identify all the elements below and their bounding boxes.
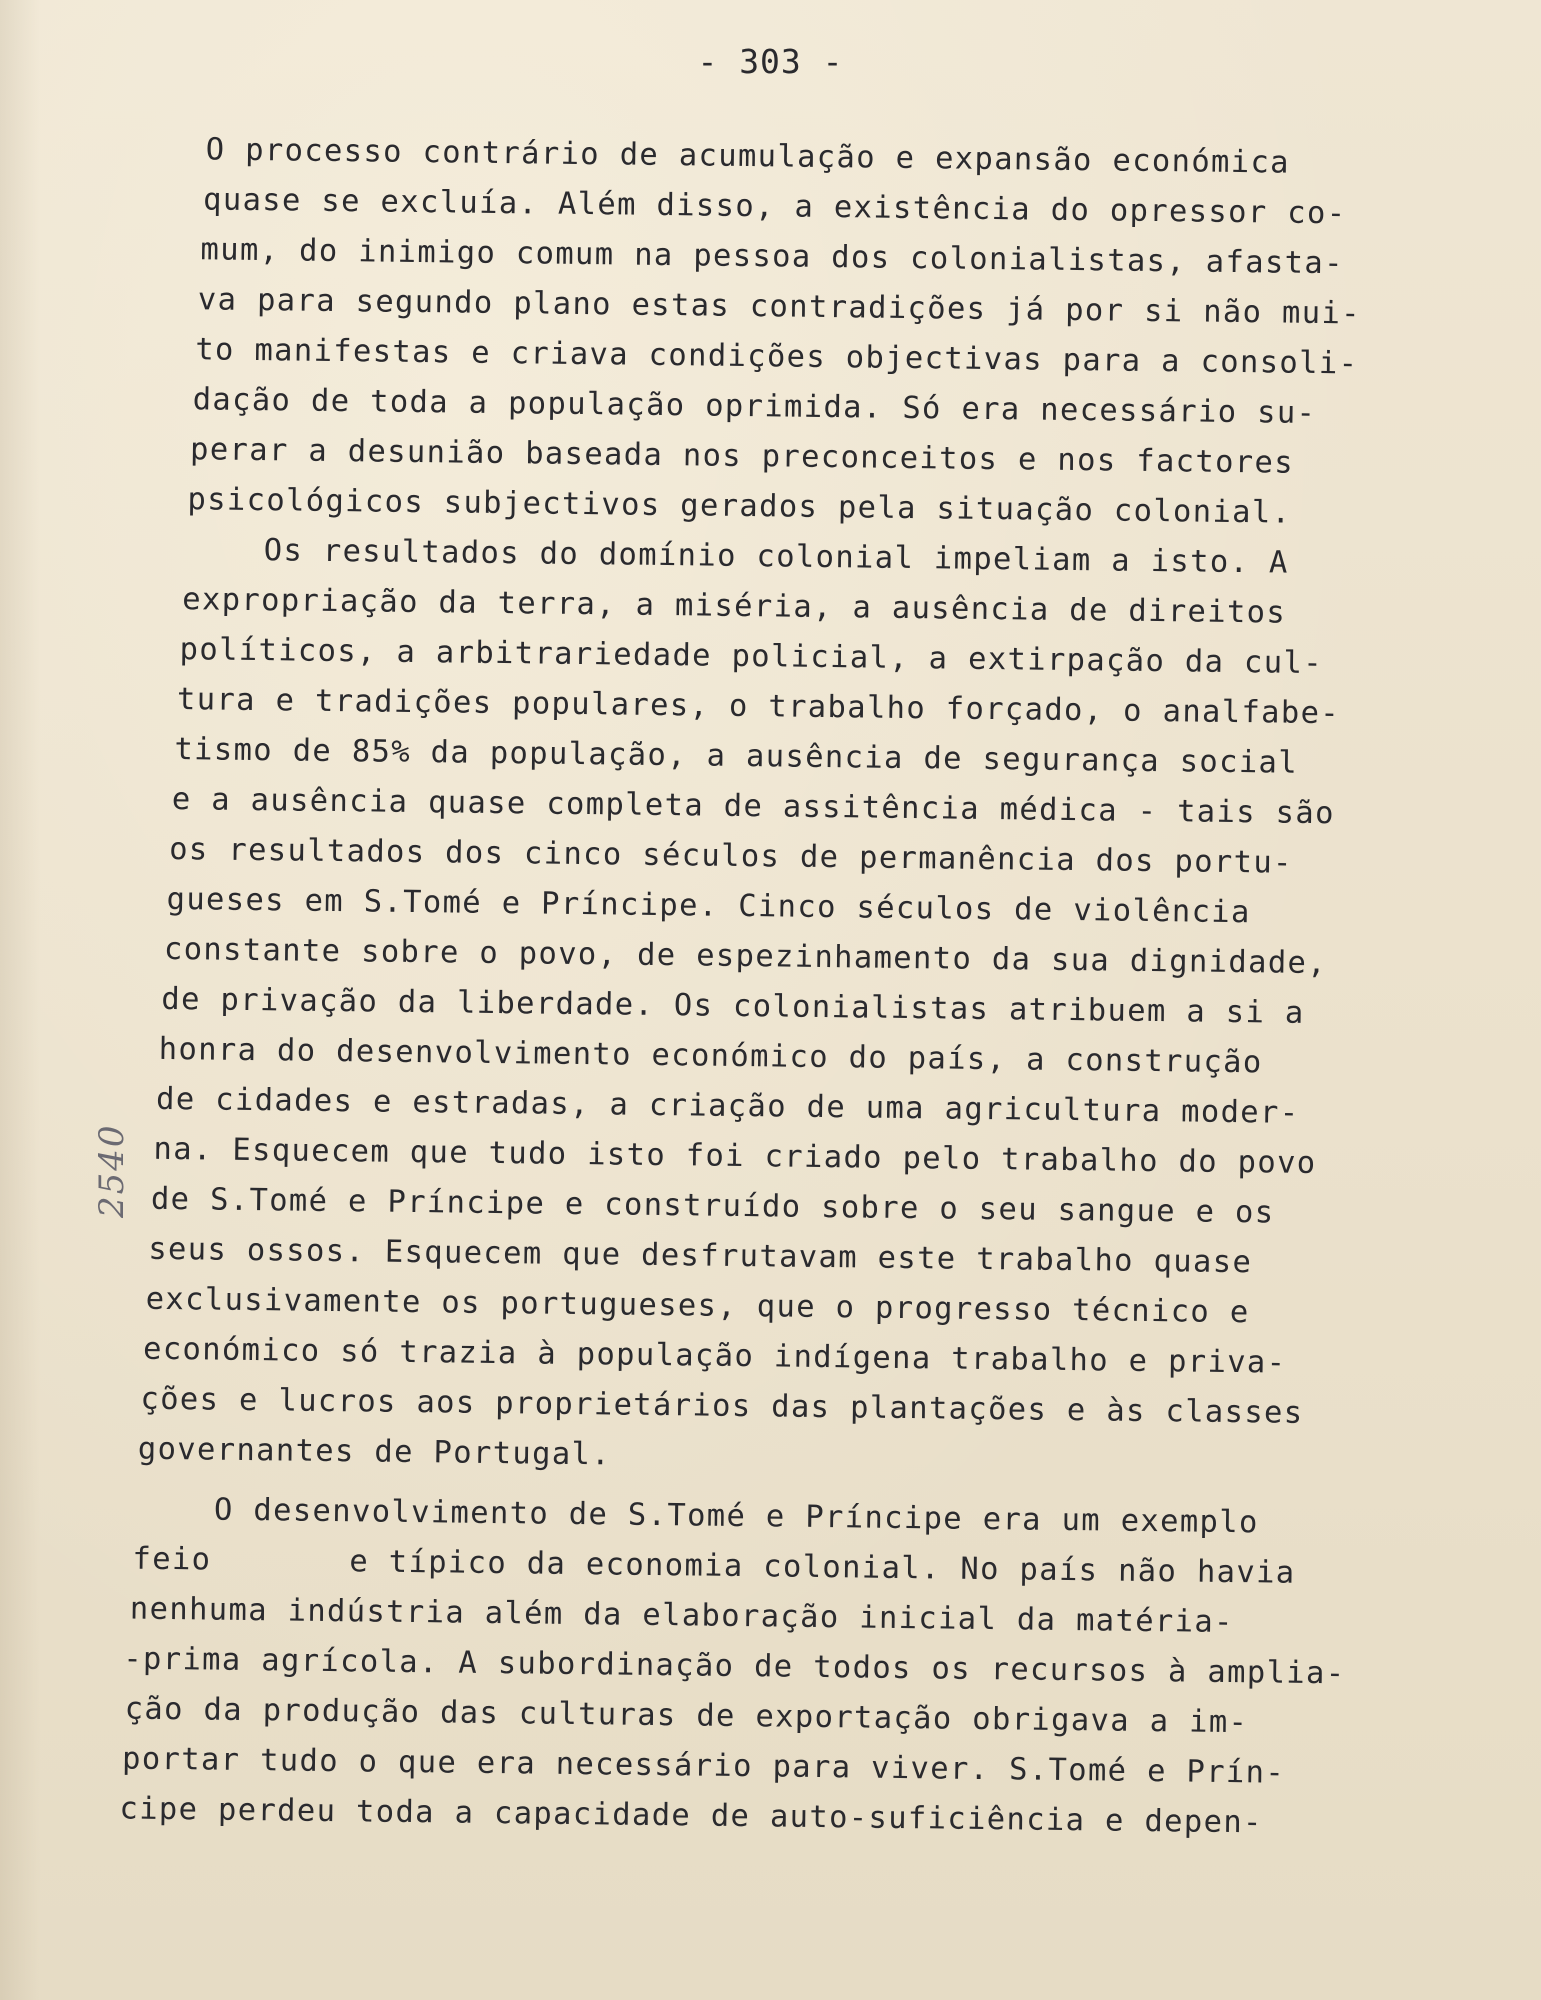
text-line: tura e tradições populares, o trabalho forçado, o analfabe- bbox=[176, 682, 1341, 732]
text-line: psicológicos subjectivos gerados pela situação colonial. bbox=[187, 482, 1292, 531]
text-line: políticos, a arbitrariedade policial, a extirpação da cul- bbox=[179, 632, 1324, 682]
text-line: de cidades e estradas, a criação de uma agricultura moder- bbox=[155, 1081, 1300, 1131]
text-line: feio e típico da economia colonial. No país não havia bbox=[132, 1541, 1296, 1591]
text-line: os resultados dos cinco séculos de permanência dos portu- bbox=[168, 831, 1293, 881]
text-line: de privação da liberdade. Os colonialistas atribuem a si a bbox=[161, 981, 1305, 1031]
text-line: Os resultados do domínio colonial impeliam a isto. A bbox=[184, 532, 1289, 581]
text-line: perar a desunião baseada nos preconceitos e nos factores bbox=[189, 432, 1295, 481]
text-line: O desenvolvimento de S.Tomé e Príncipe era um exemplo bbox=[134, 1491, 1259, 1541]
text-line: nenhuma indústria além da elaboração inicial da matéria- bbox=[129, 1591, 1234, 1641]
text-line: to manifestas e criava condições objectivas para a consoli- bbox=[195, 332, 1359, 382]
text-line: quase se excluía. Além disso, a existência do opressor co- bbox=[202, 182, 1347, 232]
text-line: seus ossos. Esquecem que desfrutavam este trabalho quase bbox=[148, 1231, 1253, 1281]
text-line: honra do desenvolvimento económico do país, a construção bbox=[158, 1031, 1263, 1081]
text-line: expropriação da terra, a miséria, a ausência de direitos bbox=[182, 582, 1287, 631]
text-line: gueses em S.Tomé e Príncipe. Cinco séculos de violência bbox=[166, 881, 1251, 931]
text-line: mum, do inimigo comum na pessoa dos colonialistas, afasta- bbox=[200, 232, 1344, 282]
text-line: va para segundo plano estas contradições já por si não mui- bbox=[197, 282, 1362, 332]
text-line: na. Esquecem que tudo isto foi criado pelo trabalho do povo bbox=[153, 1131, 1317, 1182]
text-line: cipe perdeu toda a capacidade de auto-suficiência e depen- bbox=[119, 1791, 1263, 1841]
text-line: exclusivamente os portugueses, que o progresso técnico e bbox=[145, 1281, 1250, 1331]
text-line: governantes de Portugal. bbox=[137, 1431, 612, 1473]
text-line: -prima agrícola. A subordinação de todos os recursos à amplia- bbox=[123, 1641, 1346, 1692]
handwritten-margin-note: 2540 bbox=[92, 1123, 132, 1218]
page-number: - 303 - bbox=[697, 42, 844, 81]
text-line: dação de toda a população oprimida. Só era necessário su- bbox=[192, 382, 1317, 431]
body-text bbox=[119, 130, 1456, 1841]
text-line: constante sobre o povo, de espezinhamento da sua dignidade, bbox=[163, 931, 1328, 982]
text-line: ções e lucros aos proprietários das plantações e às classes bbox=[140, 1381, 1304, 1431]
text-line: portar tudo o que era necessário para viver. S.Tomé e Prín- bbox=[121, 1741, 1286, 1791]
text-line: ção da produção das culturas de exportação obrigava a im- bbox=[124, 1691, 1249, 1741]
page-edge-shadow bbox=[0, 0, 40, 2000]
text-line: tismo de 85% da população, a ausência de segurança social bbox=[174, 732, 1299, 781]
text-line: e a ausência quase completa de assitência médica - tais são bbox=[171, 782, 1335, 832]
text-line: económico só trazia à população indígena trabalho e priva- bbox=[142, 1331, 1287, 1381]
text-line: de S.Tomé e Príncipe e construído sobre o seu sangue e os bbox=[150, 1181, 1275, 1231]
text-line: O processo contrário de acumulação e expansão económica bbox=[205, 132, 1291, 181]
